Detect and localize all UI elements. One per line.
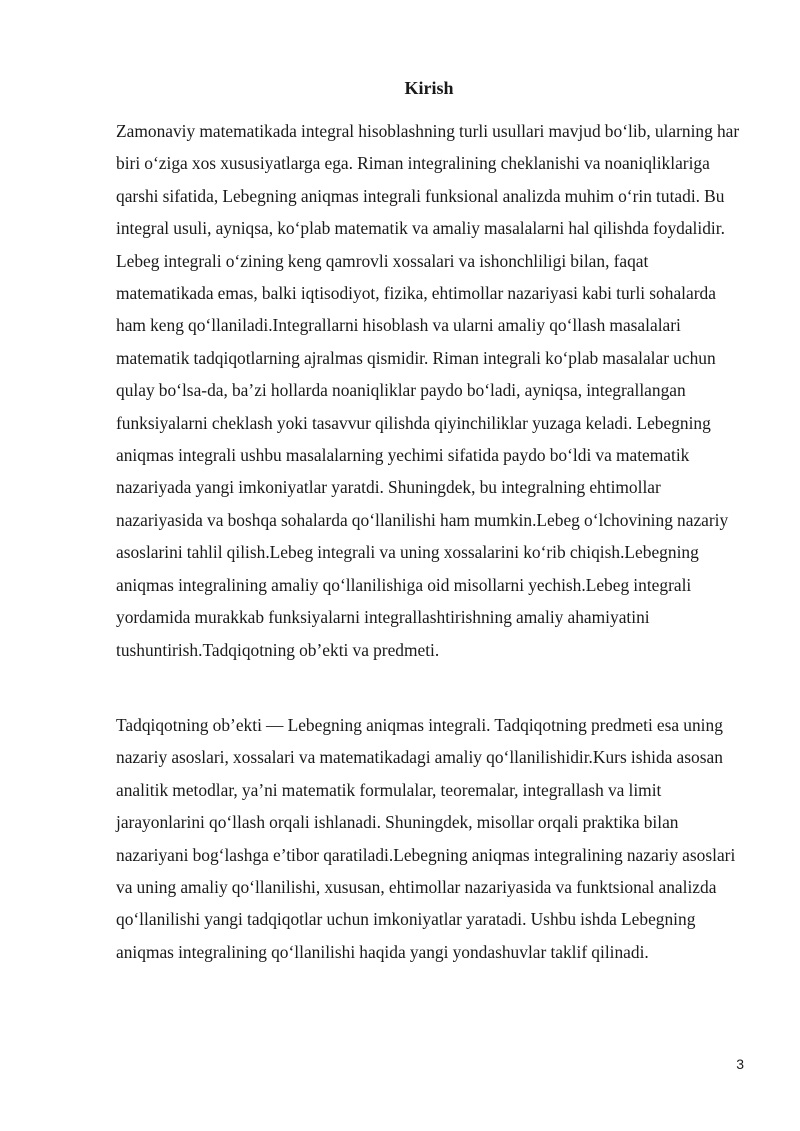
- body-paragraph-1: Zamonaviy matematikada integral hisoblashning turli usullari mavjud bo‘lib, ularning har biri o‘ziga xos xususiyatlarga ega. Riman integralining cheklanishi va noaniqliklariga qarshi sifatida, Lebegning aniqmas integrali funksional analizda muhim o‘rin tutadi. Bu integral usuli, ayniqsa, ko‘plab matematik va amaliy masalalarni hal qilishda foydalidir. Lebeg integrali o‘zining keng qamrovli xossalari va ishonchliligi bilan, faqat matematikada emas, balki iqtisodiyot, fizika, ehtimollar nazariyasi kabi turli sohalarda ham keng qo‘llaniladi.Integrallarni hisoblash va ularni amaliy qo‘llash masalalari matematik tadqiqotlarning ajralmas qismidir. Riman integrali ko‘plab masalalar uchun qulay bo‘lsa-da, ba’zi hollarda noaniqliklar paydo bo‘ladi, ayniqsa, integrallangan funksiyalarni cheklash yoki tasavvur qilishda qiyinchiliklar yuzaga keladi. Lebegning aniqmas integrali ushbu masalalarning yechimi sifatida paydo bo‘ldi va matematik nazariyada yangi imkoniyatlar yaratdi. Shuningdek, bu integralning ehtimollar nazariyasida va boshqa sohalarda qo‘llanilishi ham mumkin.Lebeg o‘lchovining nazariy asoslarini tahlil qilish.Lebeg integrali va uning xossalarini ko‘rib chiqish.Lebegning aniqmas integralining amaliy qo‘llanilishiga oid misollarni yechish.Lebeg integrali yordamida murakkab funksiyalarni integrallashtirishning amaliy ahamiyatini tushuntirish.Tadqiqotning ob’ekti va predmeti.: [116, 121, 740, 660]
- section-title: Kirish: [404, 78, 454, 98]
- body-paragraph-2: Tadqiqotning ob’ekti — Lebegning aniqmas integrali. Tadqiqotning predmeti esa uning nazariy asoslari, xossalari va matematikadagi amaliy qo‘llanilishidir.Kurs ishida asosan analitik metodlar, ya’ni matematik formulalar, teoremalar, integrallash va limit jarayonlarini qo‘llash orqali ishlanadi. Shuningdek, misollar orqali praktika bilan nazariyani bog‘lashga e’tibor qaratiladi.Lebegning aniqmas integralining nazariy asoslari va uning amaliy qo‘llanilishi, xususan, ehtimollar nazariyasida va funktsional analizda qo‘llanilishi yangi tadqiqotlar uchun imkoniyatlar yaratadi. Ushbu ishda Lebegning aniqmas integralining qo‘llanilishi haqida yangi yondashuvlar taklif qilinadi.: [116, 715, 736, 962]
- page-number: 3: [736, 1056, 744, 1072]
